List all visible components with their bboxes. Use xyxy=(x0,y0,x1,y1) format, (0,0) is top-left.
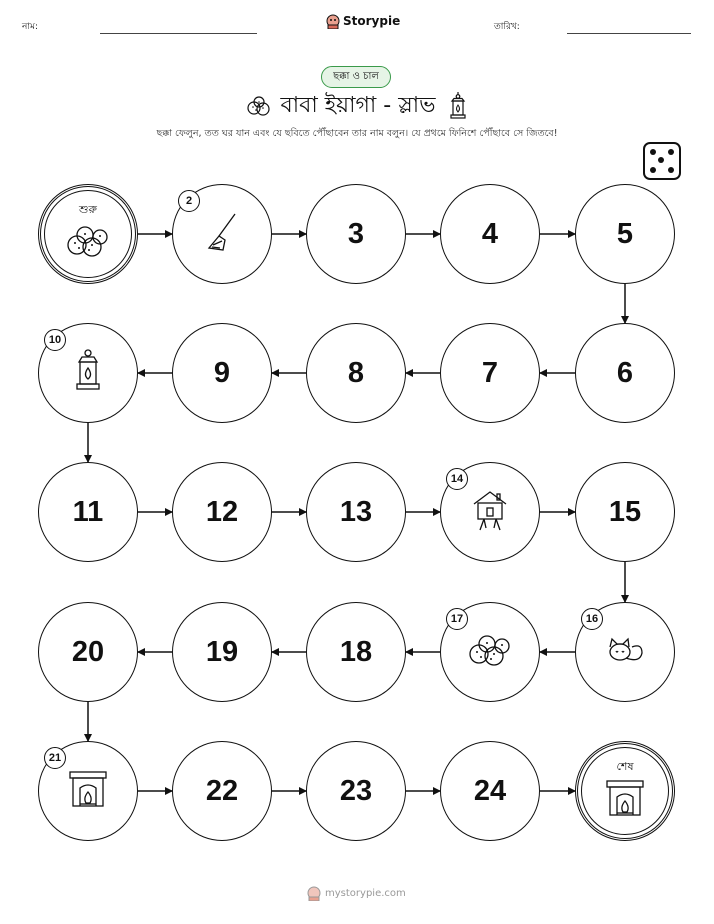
space-number: 13 xyxy=(339,495,373,528)
start-space xyxy=(38,184,138,284)
space-number-badge: 10 xyxy=(44,329,66,351)
footer-url[interactable]: mystorypie.com xyxy=(325,887,406,899)
title-text: বাবা ইয়াগা - স্লাভ xyxy=(280,93,436,118)
board-space-19 xyxy=(172,602,272,702)
space-number: 15 xyxy=(608,495,642,528)
board-space-7 xyxy=(440,323,540,423)
berries-icon xyxy=(467,632,513,672)
date-label: তারিখ: xyxy=(494,22,520,32)
start-label: শুরু xyxy=(79,203,97,216)
hut-icon xyxy=(470,488,510,536)
space-number: 6 xyxy=(616,356,634,389)
space-number: 3 xyxy=(347,217,365,250)
board-space-10 xyxy=(38,323,138,423)
lantern-icon xyxy=(73,348,103,398)
finish-label: শেষ xyxy=(616,760,634,773)
berries-icon xyxy=(65,223,111,263)
space-number: 5 xyxy=(616,217,634,250)
board-space-11 xyxy=(38,462,138,562)
fireplace-icon xyxy=(605,779,645,821)
fireplace-icon xyxy=(68,770,108,812)
broom-icon xyxy=(205,212,239,256)
space-number: 4 xyxy=(481,217,499,250)
finish-space xyxy=(575,741,675,841)
board-space-18 xyxy=(306,602,406,702)
board-space-8 xyxy=(306,323,406,423)
space-number-badge: 17 xyxy=(446,608,468,630)
storypie-mascot-icon xyxy=(307,885,321,901)
space-number: 20 xyxy=(71,635,105,668)
board-space-3 xyxy=(306,184,406,284)
game-type-tag: ছক্কা ও চাল xyxy=(321,66,391,88)
space-number: 8 xyxy=(347,356,365,389)
board-space-13 xyxy=(306,462,406,562)
board-space-16 xyxy=(575,602,675,702)
cat-icon xyxy=(604,633,646,671)
space-number-badge: 2 xyxy=(178,190,200,212)
space-number-badge: 14 xyxy=(446,468,468,490)
board-space-22 xyxy=(172,741,272,841)
board-space-6 xyxy=(575,323,675,423)
space-number: 12 xyxy=(205,495,239,528)
board-space-5 xyxy=(575,184,675,284)
space-number: 9 xyxy=(213,356,231,389)
space-number: 24 xyxy=(473,774,507,807)
board-space-24 xyxy=(440,741,540,841)
name-label: নাম: xyxy=(22,22,39,32)
space-number: 19 xyxy=(205,635,239,668)
space-number: 11 xyxy=(72,495,104,528)
space-number-badge: 21 xyxy=(44,747,66,769)
brand-name: Storypie xyxy=(343,14,401,28)
footer xyxy=(307,885,406,901)
board-space-15 xyxy=(575,462,675,562)
space-number-badge: 16 xyxy=(581,608,603,630)
board-space-21 xyxy=(38,741,138,841)
board-space-14 xyxy=(440,462,540,562)
board-space-17 xyxy=(440,602,540,702)
board-space-2 xyxy=(172,184,272,284)
space-number: 22 xyxy=(205,774,239,807)
space-number: 18 xyxy=(339,635,373,668)
board-space-23 xyxy=(306,741,406,841)
board-space-12 xyxy=(172,462,272,562)
space-number: 7 xyxy=(481,356,499,389)
board-space-20 xyxy=(38,602,138,702)
board-space-9 xyxy=(172,323,272,423)
board-space-4 xyxy=(440,184,540,284)
instructions: ছক্কা ফেলুন, তত ঘর যান এবং যে ছবিতে পৌঁছাবেন তার নাম বলুন। যে প্রথমে ফিনিশে পৌঁছাবে সে জিতবে! xyxy=(156,128,558,139)
space-number: 23 xyxy=(339,774,373,807)
